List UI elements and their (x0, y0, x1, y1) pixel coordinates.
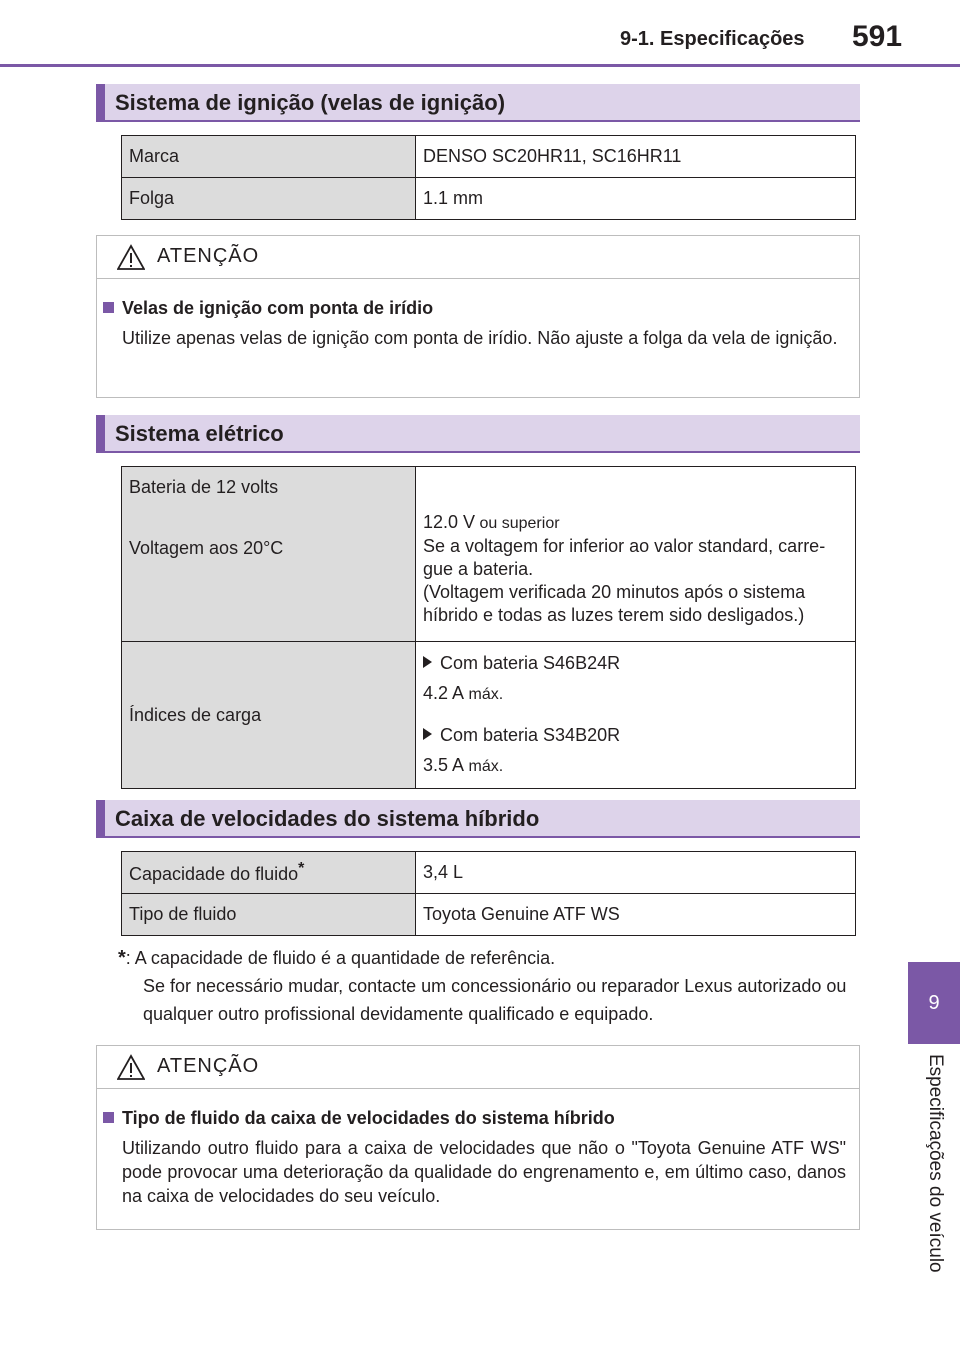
warning-header (97, 236, 859, 279)
warning-title (103, 298, 433, 319)
voltage-note: Se a voltagem for inferior ao valor standard, carre- (423, 536, 826, 556)
warning-box (96, 1045, 860, 1230)
table-row (122, 852, 856, 894)
battery-label: Bateria de 12 volts (129, 477, 279, 497)
ignition-table (121, 135, 856, 220)
table-value: 3,4 L (416, 852, 856, 894)
electric-table (121, 466, 856, 789)
footnote-marker: * (298, 860, 305, 877)
warning-title (103, 1108, 615, 1129)
arrow-right-icon (423, 728, 432, 740)
section-ignition-header (96, 84, 860, 122)
bullet-square-icon (103, 1112, 114, 1123)
section-electric-title: Sistema elétrico (115, 421, 284, 446)
warning-triangle-icon (117, 244, 145, 270)
voltage-note: gue a bateria. (423, 559, 534, 579)
voltage-suffix: ou superior (475, 515, 560, 532)
warning-title-text: Velas de ignição com ponta de irídio (122, 298, 434, 318)
charge-value: 3.5 A (423, 755, 465, 775)
warning-header (97, 1046, 859, 1089)
voltage-note: (Voltagem verificada 20 minutos após o sistema (423, 582, 806, 602)
chapter-tab[interactable]: 9 (908, 962, 960, 1044)
charge-unit: máx. (464, 758, 504, 775)
charge-label: Índices de carga (122, 642, 416, 789)
section-transmission-title: Caixa de velocidades do sistema híbrido (115, 806, 540, 831)
charge-value: 4.2 A (423, 683, 465, 703)
table-row (122, 136, 856, 178)
warning-text: Utilize apenas velas de ignição com ponta de irídio. Não ajuste a folga da vela de ignição. (122, 328, 838, 348)
warning-heading: ATENÇÃO (157, 1055, 260, 1077)
footnote-line: : A capacidade de fluido é a quantidade de referência. (125, 948, 556, 968)
voltage-note: híbrido e todas as luzes terem sido desligados.) (423, 605, 805, 625)
table-row (122, 894, 856, 936)
warning-text: Utilizando outro fluido para a caixa de velocidades que não o "Toyota Genuine ATF WS" pode provocar uma deterioração da qualidade do engrenamento e, em último caso, danos na caixa de velocidades do seu veículo. (122, 1138, 846, 1206)
table-label: Folga (122, 178, 416, 220)
section-ignition-title: Sistema de ignição (velas de ignição) (115, 90, 506, 115)
footnote-star: * (118, 947, 126, 969)
table-value: DENSO SC20HR11, SC16HR11 (416, 136, 856, 178)
warning-title-text: Tipo de fluido da caixa de velocidades do sistema híbrido (122, 1108, 615, 1128)
table-value: 1.1 mm (416, 178, 856, 220)
bullet-square-icon (103, 302, 114, 313)
charge-unit: máx. (464, 686, 504, 703)
warning-box (96, 235, 860, 398)
header-section-title: 9-1. Especificações (620, 28, 805, 50)
charge-battery: Com bateria S46B24R (440, 653, 621, 673)
charge-option (423, 720, 848, 750)
footnote-line: Se for necessário mudar, contacte um concessionário ou reparador Lexus autorizado ou qualquer outro profissional devidamente qualificado e equipado. (143, 976, 847, 1024)
charge-battery: Com bateria S34B20R (440, 725, 621, 745)
section-electric-header (96, 415, 860, 453)
charge-option (423, 648, 848, 678)
table-row (122, 642, 856, 789)
table-row (122, 467, 856, 642)
table-label: Capacidade do fluido (129, 864, 299, 884)
page-number: 591 (852, 20, 903, 53)
warning-heading: ATENÇÃO (157, 245, 260, 267)
header-rule (0, 64, 960, 67)
footnote (118, 944, 858, 1028)
table-label: Tipo de fluido (122, 894, 416, 936)
voltage-label: Voltagem aos 20°C (129, 538, 284, 558)
chapter-label-text: Especificações do veículo (925, 1054, 946, 1273)
transmission-table (121, 851, 856, 936)
section-transmission-header (96, 800, 860, 838)
table-value: Toyota Genuine ATF WS (416, 894, 856, 936)
arrow-right-icon (423, 656, 432, 668)
table-row (122, 178, 856, 220)
voltage-value: 12.0 V (423, 512, 476, 532)
warning-triangle-icon (117, 1054, 145, 1080)
table-label: Marca (122, 136, 416, 178)
